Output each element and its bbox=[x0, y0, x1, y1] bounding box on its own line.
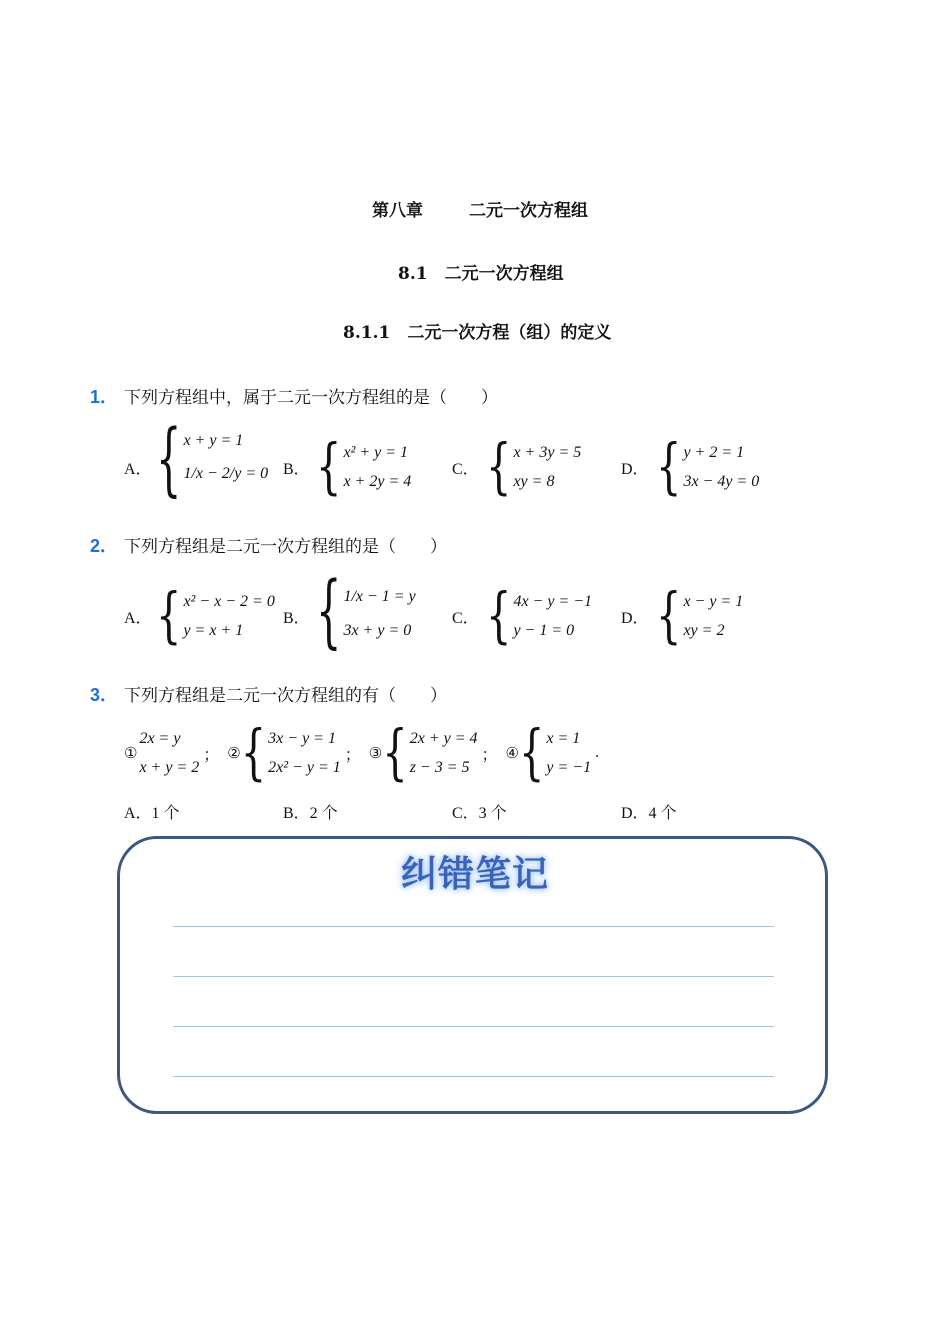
left-brace: { bbox=[656, 432, 682, 502]
option-label: C． bbox=[452, 461, 479, 478]
equation: x + 3y = 5 bbox=[513, 444, 582, 461]
equation: x² − x − 2 = 0 bbox=[183, 593, 275, 610]
equation-system bbox=[656, 432, 760, 502]
equation: 3x + y = 0 bbox=[343, 622, 412, 639]
equation-system bbox=[156, 581, 275, 651]
question-number: 1． bbox=[90, 387, 119, 407]
left-brace: { bbox=[486, 581, 512, 651]
separator: ； bbox=[344, 746, 361, 764]
equation: x + y = 2 bbox=[139, 759, 200, 776]
left-brace: { bbox=[316, 432, 342, 502]
equation: y = −1 bbox=[546, 759, 592, 776]
item-marker: ④ bbox=[505, 744, 519, 762]
chapter-title: 二元一次方程组 bbox=[469, 201, 588, 221]
equation: xy = 8 bbox=[513, 473, 555, 490]
left-brace: { bbox=[156, 581, 182, 651]
option-label: C． bbox=[452, 610, 479, 627]
left-brace: { bbox=[316, 565, 342, 658]
left-brace: { bbox=[486, 432, 512, 502]
equation: z − 3 = 5 bbox=[409, 759, 470, 776]
equation: 3x − y = 1 bbox=[268, 730, 336, 747]
answer-option: D．4 个 bbox=[621, 805, 677, 822]
equation: y − 1 = 0 bbox=[513, 622, 575, 639]
ruled-line bbox=[173, 1026, 774, 1027]
equation-system bbox=[486, 432, 582, 502]
question-number: 2． bbox=[90, 536, 119, 556]
equation: 1/x − 1 = y bbox=[343, 588, 416, 605]
answer-option: A．1 个 bbox=[124, 805, 180, 822]
equation: x + y = 1 bbox=[183, 432, 244, 449]
equation: y = x + 1 bbox=[183, 622, 244, 639]
equation: x² + y = 1 bbox=[343, 444, 409, 461]
equation-system bbox=[156, 413, 269, 506]
left-brace: { bbox=[240, 718, 267, 788]
answer-option: B．2 个 bbox=[283, 805, 338, 822]
equation: xy = 2 bbox=[683, 622, 725, 639]
left-brace: { bbox=[382, 718, 408, 788]
option-label: B． bbox=[283, 610, 310, 627]
item-marker: ② bbox=[227, 744, 241, 762]
question-text: 下列方程组是二元一次方程组的有（ ） bbox=[124, 686, 447, 706]
left-brace: { bbox=[156, 413, 182, 506]
answer-option: C．3 个 bbox=[452, 805, 507, 822]
equation-system bbox=[656, 581, 744, 651]
equation: 2x = y bbox=[139, 730, 181, 747]
equation: x − y = 1 bbox=[683, 593, 744, 610]
section-heading: 8.1 二元一次方程组 bbox=[398, 264, 564, 284]
separator: . bbox=[595, 744, 600, 761]
correction-notes-title: 纠错笔记 bbox=[400, 854, 549, 895]
left-brace: { bbox=[518, 718, 545, 788]
option-label: A． bbox=[124, 461, 152, 478]
question-text: 下列方程组中，属于二元一次方程组的是（ ） bbox=[124, 388, 498, 408]
question-text: 下列方程组是二元一次方程组的是（ ） bbox=[124, 537, 447, 557]
equation: 2x + y = 4 bbox=[409, 730, 478, 747]
separator: ； bbox=[481, 746, 498, 764]
option-label: B． bbox=[283, 461, 310, 478]
equation-system bbox=[316, 432, 412, 502]
option-label: D． bbox=[621, 610, 649, 627]
chapter-number: 第八章 bbox=[372, 201, 423, 221]
ruled-line bbox=[173, 1076, 774, 1077]
ruled-line bbox=[173, 976, 774, 977]
question-number: 3． bbox=[90, 685, 119, 705]
left-brace: { bbox=[656, 581, 682, 651]
equation-system bbox=[486, 581, 593, 651]
equation: 1/x − 2/y = 0 bbox=[183, 465, 269, 482]
separator: ； bbox=[203, 746, 220, 764]
equation: 3x − 4y = 0 bbox=[683, 473, 760, 490]
equation: x = 1 bbox=[546, 730, 581, 747]
equation: x + 2y = 4 bbox=[343, 473, 412, 490]
equation: y + 2 = 1 bbox=[683, 444, 745, 461]
equation: 2x² − y = 1 bbox=[268, 759, 341, 776]
item-marker: ③ bbox=[368, 744, 383, 762]
subsection-heading: 8.1.1 二元一次方程（组）的定义 bbox=[343, 323, 612, 343]
option-label: A． bbox=[124, 610, 152, 627]
equation-system bbox=[316, 565, 416, 658]
ruled-line bbox=[173, 926, 774, 927]
item-marker: ① bbox=[124, 744, 138, 762]
equation: 4x − y = −1 bbox=[513, 593, 593, 610]
option-label: D． bbox=[621, 461, 649, 478]
systems-row bbox=[124, 718, 600, 788]
